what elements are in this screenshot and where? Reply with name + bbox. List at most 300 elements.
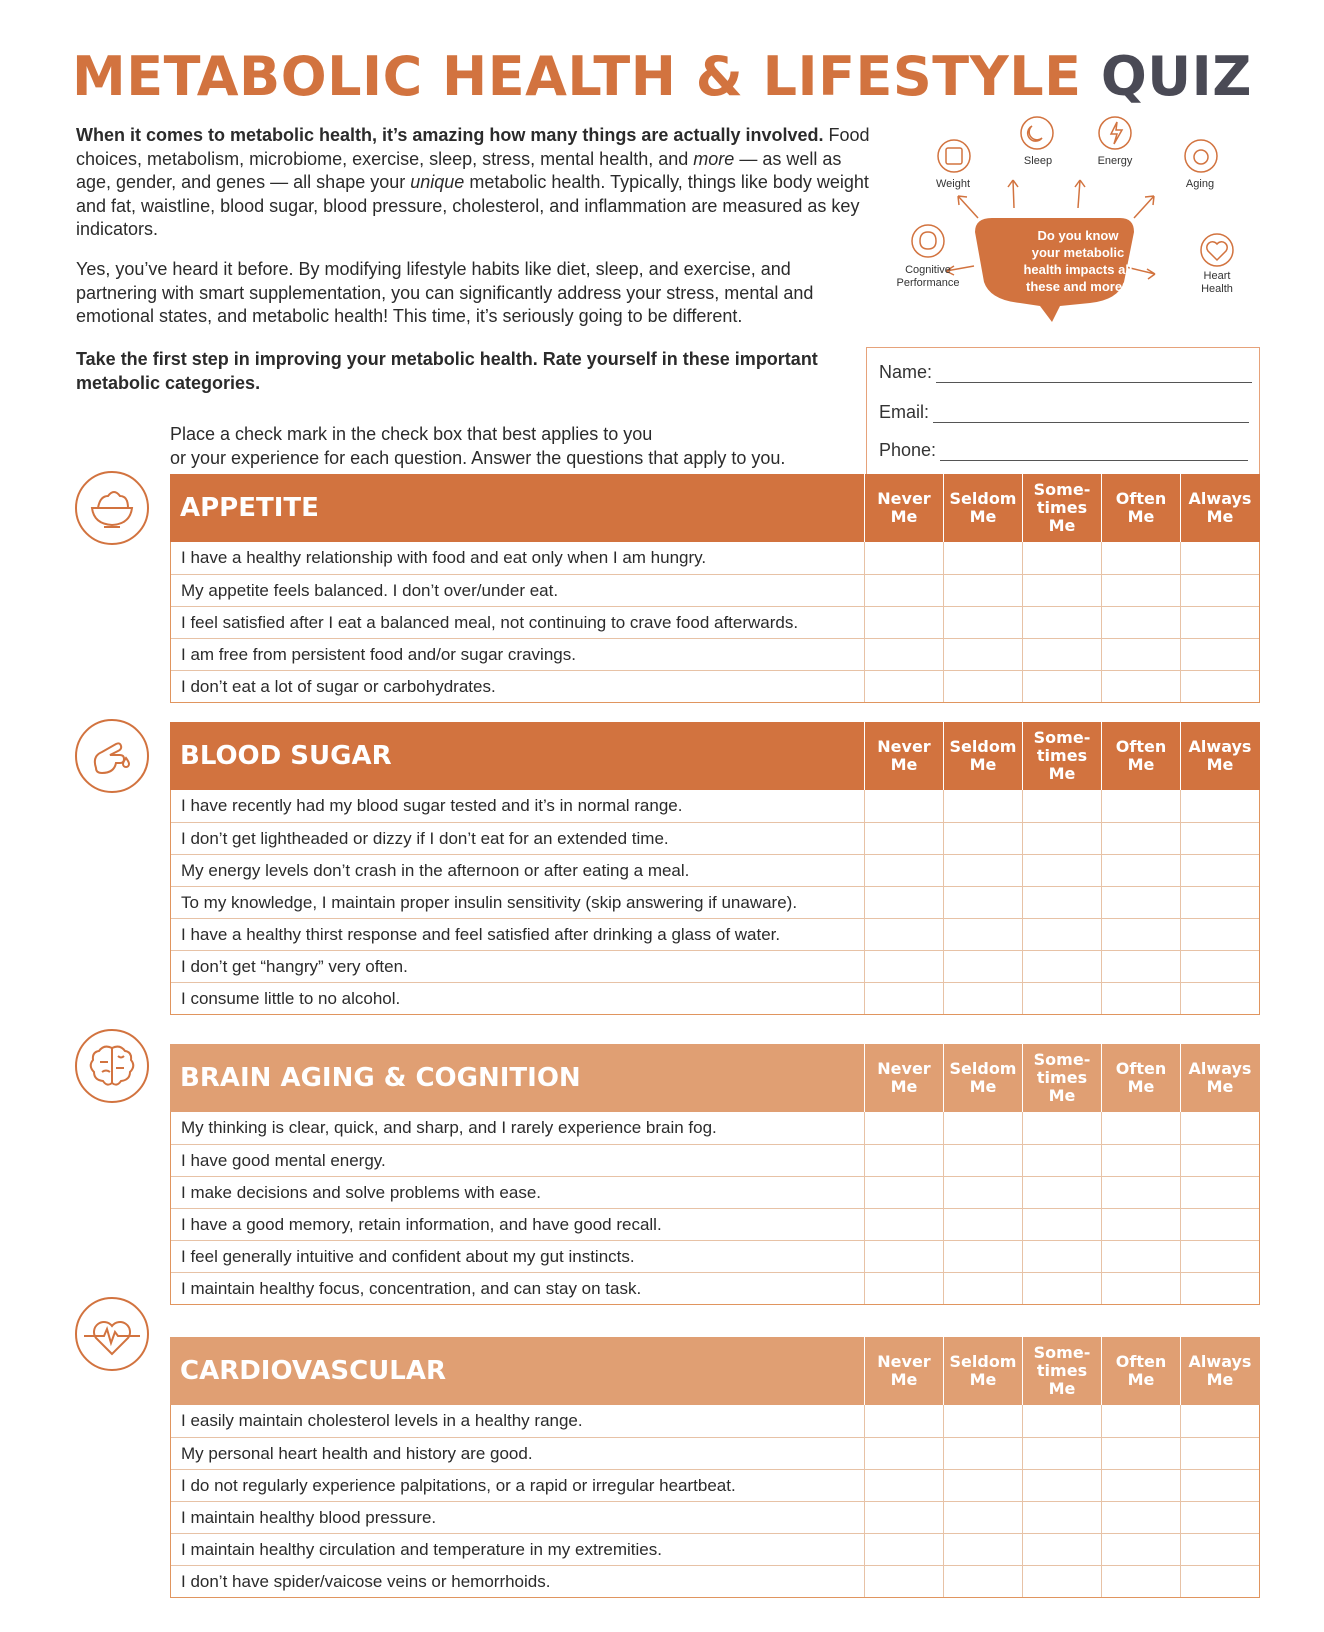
section-header: [170, 722, 1260, 790]
question-row: [171, 886, 1259, 918]
instructions-line-2: or your experience for each question. Answer the questions that apply to you.: [170, 447, 786, 468]
checkbox-never[interactable]: [864, 1566, 943, 1597]
col-often: [1101, 722, 1180, 790]
intro-paragraph-3: Take the first step in improving your metabolic health. Rate yourself in these important metabolic categories.: [76, 349, 818, 393]
question-text: I have a healthy relationship with food and eat only when I am hungry.: [181, 548, 707, 567]
col-often-line-2: Me: [1127, 755, 1155, 774]
checkbox-always[interactable]: [1180, 1470, 1259, 1501]
question-text: I make decisions and solve problems with ease.: [181, 1182, 542, 1202]
question-text: I maintain healthy focus, concentration, and can stay on task.: [181, 1278, 642, 1298]
checkbox-seldom[interactable]: [943, 575, 1022, 606]
col-always-line-2: Me: [1206, 1370, 1234, 1389]
checkbox-often[interactable]: [1101, 855, 1180, 886]
label-cognitive: [880, 264, 976, 290]
question-row: [171, 918, 1259, 950]
name-row: [879, 362, 1252, 383]
col-sometimes-line-1: Some-: [1033, 480, 1091, 499]
checkbox-sometimes[interactable]: [1022, 1241, 1101, 1272]
col-often-line-2: Me: [1127, 507, 1155, 526]
checkbox-seldom[interactable]: [943, 542, 1022, 574]
col-sometimes-line-2: times: [1036, 1361, 1088, 1380]
question-row: [171, 1437, 1259, 1469]
question-row: [171, 1501, 1259, 1533]
phone-row: [879, 440, 1248, 461]
question-row: [171, 606, 1259, 638]
checkbox-always[interactable]: [1180, 575, 1259, 606]
question-row: [171, 670, 1259, 702]
checkbox-often[interactable]: [1101, 983, 1180, 1014]
col-always-line-2: Me: [1206, 1077, 1234, 1096]
col-sometimes: [1022, 1044, 1101, 1112]
salad-bowl-icon: [74, 470, 150, 546]
section-brain-aging: [170, 1044, 1260, 1305]
question-text: I don’t have spider/vaicose veins or hemorrhoids.: [181, 1571, 551, 1591]
checkbox-never[interactable]: [864, 1112, 943, 1144]
checkbox-seldom[interactable]: [943, 855, 1022, 886]
email-label: Email:: [879, 402, 930, 422]
bubble-line-1: Do you know: [1037, 228, 1119, 243]
label-energy: Energy: [1097, 155, 1133, 167]
checkbox-often[interactable]: [1101, 790, 1180, 822]
checkbox-often[interactable]: [1101, 607, 1180, 638]
col-never-line-2: Me: [890, 1077, 918, 1096]
col-always: [1180, 722, 1259, 790]
checkbox-seldom[interactable]: [943, 1405, 1022, 1437]
question-text: My energy levels don’t crash in the afternoon or after eating a meal.: [181, 860, 690, 880]
checkbox-often[interactable]: [1101, 1405, 1180, 1437]
question-text: I easily maintain cholesterol levels in a healthy range.: [181, 1411, 583, 1430]
col-seldom-line-1: Seldom: [949, 1352, 1017, 1371]
col-sometimes-line-2: times: [1036, 1068, 1088, 1087]
section-header: [170, 474, 1260, 542]
name-field[interactable]: [936, 368, 1252, 383]
question-text: My appetite feels balanced. I don’t over/under eat.: [181, 580, 559, 600]
checkbox-often[interactable]: [1101, 1438, 1180, 1469]
checkbox-seldom[interactable]: [943, 919, 1022, 950]
sleep-icon: [1021, 117, 1053, 149]
question-text: I feel generally intuitive and confident about my gut instincts.: [181, 1246, 635, 1266]
checkbox-seldom[interactable]: [943, 1177, 1022, 1208]
checkbox-seldom[interactable]: [943, 1438, 1022, 1469]
col-often-line-2: Me: [1127, 1077, 1155, 1096]
label-cognitive-line-1: Cognitive: [905, 264, 951, 276]
checkbox-often[interactable]: [1101, 1566, 1180, 1597]
checkbox-always[interactable]: [1180, 1534, 1259, 1565]
checkbox-always[interactable]: [1180, 790, 1259, 822]
checkbox-seldom[interactable]: [943, 1534, 1022, 1565]
checkbox-always[interactable]: [1180, 639, 1259, 670]
question-row: [171, 950, 1259, 982]
checkbox-often[interactable]: [1101, 542, 1180, 574]
phone-field[interactable]: [940, 446, 1248, 461]
title-quiz: QUIZ: [1100, 45, 1252, 108]
col-never-line-1: Never: [877, 1059, 931, 1078]
col-often: [1101, 1337, 1180, 1405]
question-text: I do not regularly experience palpitations, or a rapid or irregular heartbeat.: [181, 1475, 736, 1495]
question-text: I don’t get “hangry” very often.: [181, 956, 408, 976]
checkbox-seldom[interactable]: [943, 790, 1022, 822]
instructions: [170, 423, 850, 470]
checkbox-seldom[interactable]: [943, 1112, 1022, 1144]
checkbox-never[interactable]: [864, 1273, 943, 1304]
checkbox-always[interactable]: [1180, 607, 1259, 638]
question-row: [171, 1533, 1259, 1565]
section-header: [170, 1044, 1260, 1112]
checkbox-sometimes[interactable]: [1022, 855, 1101, 886]
intro-text-a: Food choices, metabolism, microbiome, exercise, sleep, stress, mental health, and: [76, 125, 870, 169]
question-text: I maintain healthy blood pressure.: [181, 1507, 437, 1527]
label-weight: Weight: [935, 178, 971, 190]
col-never: [864, 474, 943, 542]
checkbox-always[interactable]: [1180, 983, 1259, 1014]
question-row: [171, 638, 1259, 670]
checkbox-often[interactable]: [1101, 1273, 1180, 1304]
checkbox-seldom[interactable]: [943, 1241, 1022, 1272]
question-text: To my knowledge, I maintain proper insulin sensitivity (skip answering if unaware).: [181, 892, 798, 912]
intro-paragraph-2: Yes, you’ve heard it before. By modifying lifestyle habits like diet, sleep, and exercise, and partnering with smart supplementation, you can significantly address your stress, mental and emotional states, and metabolic health! This time, it’s seriously going to be different.: [76, 259, 814, 326]
checkbox-sometimes[interactable]: [1022, 1112, 1101, 1144]
checkbox-never[interactable]: [864, 575, 943, 606]
question-text: I have good mental energy.: [181, 1150, 386, 1170]
checkbox-seldom[interactable]: [943, 823, 1022, 854]
arrow-weight: [958, 196, 978, 218]
checkbox-never[interactable]: [864, 671, 943, 702]
col-seldom-line-1: Seldom: [949, 737, 1017, 756]
section-title: BRAIN AGING & COGNITION: [180, 1063, 581, 1093]
checkbox-always[interactable]: [1180, 671, 1259, 702]
label-aging: Aging: [1185, 178, 1215, 190]
checkbox-seldom[interactable]: [943, 607, 1022, 638]
checkbox-often[interactable]: [1101, 1241, 1180, 1272]
question-row: [171, 854, 1259, 886]
section-blood-sugar: [170, 722, 1260, 1015]
col-always-line-1: Always: [1188, 1352, 1252, 1371]
arrow-sleep: [1008, 180, 1018, 208]
metabolic-diagram: [880, 110, 1280, 340]
question-text: I maintain healthy circulation and temperature in my extremities.: [181, 1539, 662, 1559]
checkbox-sometimes[interactable]: [1022, 607, 1101, 638]
phone-label: Phone:: [879, 440, 937, 460]
email-row: [879, 402, 1249, 423]
question-row: [171, 1405, 1259, 1437]
checkbox-sometimes[interactable]: [1022, 639, 1101, 670]
checkbox-often[interactable]: [1101, 823, 1180, 854]
checkbox-sometimes[interactable]: [1022, 983, 1101, 1014]
col-sometimes-line-2: times: [1036, 746, 1088, 765]
page-title: [72, 44, 1252, 110]
col-always: [1180, 1337, 1259, 1405]
col-sometimes: [1022, 722, 1101, 790]
checkbox-always[interactable]: [1180, 1177, 1259, 1208]
checkbox-seldom[interactable]: [943, 1566, 1022, 1597]
checkbox-never[interactable]: [864, 1534, 943, 1565]
checkbox-seldom[interactable]: [943, 639, 1022, 670]
aging-icon: [1185, 140, 1217, 172]
intro-text-c: metabolic health. Typically, things like body weight and fat, waistline, blood sugar, blood pressure, cholesterol, and inflammation are measured as key indicators.: [76, 172, 869, 239]
question-list: [170, 790, 1260, 1015]
checkbox-sometimes[interactable]: [1022, 671, 1101, 702]
label-heart-line-2: Health: [1201, 283, 1233, 295]
checkbox-often[interactable]: [1101, 1470, 1180, 1501]
checkbox-always[interactable]: [1180, 1241, 1259, 1272]
weight-icon: [938, 140, 970, 172]
intro-emphasis-more: more: [693, 148, 735, 169]
checkbox-always[interactable]: [1180, 919, 1259, 950]
checkbox-seldom[interactable]: [943, 1470, 1022, 1501]
question-text: I have a healthy thirst response and feel satisfied after drinking a glass of water.: [181, 924, 781, 944]
col-often-line-1: Often: [1115, 737, 1167, 756]
col-never-line-1: Never: [877, 489, 931, 508]
question-row: [171, 1144, 1259, 1176]
checkbox-often[interactable]: [1101, 1177, 1180, 1208]
checkbox-never[interactable]: [864, 1502, 943, 1533]
checkbox-never[interactable]: [864, 639, 943, 670]
checkbox-always[interactable]: [1180, 855, 1259, 886]
checkbox-sometimes[interactable]: [1022, 887, 1101, 918]
bubble-text: [1000, 227, 1156, 295]
col-never-line-2: Me: [890, 1370, 918, 1389]
question-row: [171, 574, 1259, 606]
checkbox-seldom[interactable]: [943, 983, 1022, 1014]
col-often-line-2: Me: [1127, 1370, 1155, 1389]
checkbox-often[interactable]: [1101, 1112, 1180, 1144]
question-text: I am free from persistent food and/or sugar cravings.: [181, 644, 576, 664]
checkbox-sometimes[interactable]: [1022, 542, 1101, 574]
col-sometimes-line-1: Some-: [1033, 728, 1091, 747]
col-sometimes-line-2: times: [1036, 498, 1088, 517]
col-always-line-1: Always: [1188, 1059, 1252, 1078]
question-text: I don’t eat a lot of sugar or carbohydrates.: [181, 676, 496, 696]
checkbox-seldom[interactable]: [943, 1145, 1022, 1176]
checkbox-never[interactable]: [864, 1209, 943, 1240]
checkbox-never[interactable]: [864, 1177, 943, 1208]
intro-emphasis-unique: unique: [410, 172, 465, 192]
question-row: [171, 1208, 1259, 1240]
checkbox-never[interactable]: [864, 1405, 943, 1437]
checkbox-seldom[interactable]: [943, 1502, 1022, 1533]
col-sometimes: [1022, 474, 1101, 542]
col-never: [864, 1044, 943, 1112]
col-seldom-line-2: Me: [969, 1077, 997, 1096]
energy-icon: [1099, 117, 1131, 149]
col-never: [864, 722, 943, 790]
intro-lead: When it comes to metabolic health, it’s amazing how many things are actually involved.: [76, 125, 824, 145]
intro-text-b: — as well as age, gender, and genes — all shape your: [76, 148, 842, 192]
question-row: [171, 1565, 1259, 1597]
question-row: [171, 822, 1259, 854]
col-never-line-2: Me: [890, 507, 918, 526]
checkbox-always[interactable]: [1180, 823, 1259, 854]
section-appetite: [170, 474, 1260, 703]
col-seldom: [943, 474, 1022, 542]
question-text: I have a good memory, retain information, and have good recall.: [181, 1214, 662, 1234]
checkbox-sometimes[interactable]: [1022, 1502, 1101, 1533]
col-seldom: [943, 722, 1022, 790]
col-sometimes-line-1: Some-: [1033, 1343, 1091, 1362]
col-sometimes-line-3: Me: [1048, 1086, 1076, 1105]
question-text: I don’t get lightheaded or dizzy if I don’t eat for an extended time.: [181, 828, 669, 848]
email-field[interactable]: [933, 408, 1249, 423]
col-sometimes-line-3: Me: [1048, 516, 1076, 535]
section-title: APPETITE: [180, 493, 319, 523]
col-sometimes-line-3: Me: [1048, 1379, 1076, 1398]
question-row: [171, 1240, 1259, 1272]
col-always-line-1: Always: [1188, 489, 1252, 508]
checkbox-always[interactable]: [1180, 542, 1259, 574]
checkbox-never[interactable]: [864, 1470, 943, 1501]
label-heart-line-1: Heart: [1203, 270, 1231, 282]
checkbox-never[interactable]: [864, 542, 943, 574]
checkbox-never[interactable]: [864, 790, 943, 822]
question-row: [171, 542, 1259, 574]
checkbox-always[interactable]: [1180, 1405, 1259, 1437]
checkbox-sometimes[interactable]: [1022, 575, 1101, 606]
checkbox-always[interactable]: [1180, 1502, 1259, 1533]
col-seldom-line-2: Me: [969, 507, 997, 526]
col-never-line-1: Never: [877, 737, 931, 756]
section-title: CARDIOVASCULAR: [180, 1356, 446, 1386]
question-text: I have recently had my blood sugar tested and it’s in normal range.: [181, 796, 683, 815]
col-often-line-1: Often: [1115, 1059, 1167, 1078]
col-often: [1101, 1044, 1180, 1112]
checkbox-always[interactable]: [1180, 1566, 1259, 1597]
col-never-line-2: Me: [890, 755, 918, 774]
cognitive-icon: [912, 225, 944, 257]
checkbox-sometimes[interactable]: [1022, 1470, 1101, 1501]
checkbox-sometimes[interactable]: [1022, 823, 1101, 854]
question-row: [171, 1272, 1259, 1304]
checkbox-often[interactable]: [1101, 671, 1180, 702]
question-text: My personal heart health and history are good.: [181, 1443, 533, 1463]
checkbox-seldom[interactable]: [943, 887, 1022, 918]
section-cardiovascular: [170, 1337, 1260, 1598]
checkbox-never[interactable]: [864, 887, 943, 918]
col-always-line-2: Me: [1206, 755, 1234, 774]
checkbox-always[interactable]: [1180, 1145, 1259, 1176]
checkbox-sometimes[interactable]: [1022, 1566, 1101, 1597]
arrow-aging: [1134, 196, 1154, 218]
question-list: [170, 1112, 1260, 1305]
bubble-line-3: health impacts all: [1023, 262, 1133, 277]
title-main: METABOLIC HEALTH & LIFESTYLE: [72, 45, 1082, 108]
col-often: [1101, 474, 1180, 542]
col-often-line-1: Often: [1115, 1352, 1167, 1371]
checkbox-often[interactable]: [1101, 639, 1180, 670]
checkbox-sometimes[interactable]: [1022, 1145, 1101, 1176]
section-title: BLOOD SUGAR: [180, 741, 392, 771]
col-seldom-line-1: Seldom: [949, 489, 1017, 508]
checkbox-never[interactable]: [864, 1241, 943, 1272]
col-always: [1180, 1044, 1259, 1112]
checkbox-seldom[interactable]: [943, 951, 1022, 982]
contact-box: [866, 347, 1260, 474]
checkbox-sometimes[interactable]: [1022, 1438, 1101, 1469]
question-list: [170, 542, 1260, 703]
checkbox-sometimes[interactable]: [1022, 1273, 1101, 1304]
checkbox-often[interactable]: [1101, 887, 1180, 918]
checkbox-always[interactable]: [1180, 887, 1259, 918]
arrow-energy: [1075, 180, 1085, 208]
checkbox-always[interactable]: [1180, 951, 1259, 982]
question-row: [171, 1469, 1259, 1501]
checkbox-sometimes[interactable]: [1022, 951, 1101, 982]
instructions-line-1: Place a check mark in the check box that best applies to you: [170, 424, 653, 444]
col-sometimes-line-1: Some-: [1033, 1050, 1091, 1069]
label-sleep: Sleep: [1023, 155, 1053, 167]
checkbox-seldom[interactable]: [943, 671, 1022, 702]
question-row: [171, 790, 1259, 822]
label-cognitive-line-2: Performance: [896, 277, 960, 289]
section-header: [170, 1337, 1260, 1405]
question-row: [171, 1176, 1259, 1208]
checkbox-often[interactable]: [1101, 575, 1180, 606]
col-always: [1180, 474, 1259, 542]
col-never: [864, 1337, 943, 1405]
col-seldom-line-1: Seldom: [949, 1059, 1017, 1078]
checkbox-always[interactable]: [1180, 1438, 1259, 1469]
bubble-line-4: these and more?: [1025, 279, 1131, 294]
question-list: [170, 1405, 1260, 1598]
col-always-line-2: Me: [1206, 507, 1234, 526]
checkbox-sometimes[interactable]: [1022, 1405, 1101, 1437]
col-sometimes-line-3: Me: [1048, 764, 1076, 783]
checkbox-never[interactable]: [864, 823, 943, 854]
checkbox-seldom[interactable]: [943, 1209, 1022, 1240]
col-always-line-1: Always: [1188, 737, 1252, 756]
col-never-line-1: Never: [877, 1352, 931, 1371]
heart-health-icon: [1201, 234, 1233, 266]
checkbox-often[interactable]: [1101, 1145, 1180, 1176]
checkbox-always[interactable]: [1180, 1273, 1259, 1304]
name-label: Name:: [879, 362, 933, 382]
checkbox-never[interactable]: [864, 1145, 943, 1176]
checkbox-always[interactable]: [1180, 1112, 1259, 1144]
checkbox-never[interactable]: [864, 951, 943, 982]
checkbox-never[interactable]: [864, 983, 943, 1014]
question-text: My thinking is clear, quick, and sharp, and I rarely experience brain fog.: [181, 1118, 717, 1137]
col-seldom: [943, 1337, 1022, 1405]
checkbox-often[interactable]: [1101, 1502, 1180, 1533]
checkbox-sometimes[interactable]: [1022, 1177, 1101, 1208]
checkbox-sometimes[interactable]: [1022, 790, 1101, 822]
question-text: I consume little to no alcohol.: [181, 988, 401, 1008]
checkbox-often[interactable]: [1101, 951, 1180, 982]
checkbox-sometimes[interactable]: [1022, 1534, 1101, 1565]
checkbox-sometimes[interactable]: [1022, 1209, 1101, 1240]
question-row: [171, 982, 1259, 1014]
checkbox-never[interactable]: [864, 607, 943, 638]
checkbox-often[interactable]: [1101, 1209, 1180, 1240]
checkbox-always[interactable]: [1180, 1209, 1259, 1240]
brain-icon: [74, 1028, 150, 1104]
col-seldom-line-2: Me: [969, 755, 997, 774]
checkbox-sometimes[interactable]: [1022, 919, 1101, 950]
checkbox-often[interactable]: [1101, 919, 1180, 950]
finger-prick-icon: [74, 718, 150, 794]
bubble-line-2: your metabolic: [1031, 245, 1125, 260]
checkbox-never[interactable]: [864, 1438, 943, 1469]
col-seldom: [943, 1044, 1022, 1112]
checkbox-never[interactable]: [864, 919, 943, 950]
col-seldom-line-2: Me: [969, 1370, 997, 1389]
question-row: [171, 1112, 1259, 1144]
checkbox-never[interactable]: [864, 855, 943, 886]
heart-pulse-icon: [74, 1296, 150, 1372]
checkbox-seldom[interactable]: [943, 1273, 1022, 1304]
label-heart: [1189, 270, 1245, 296]
intro-paragraph-1: [76, 124, 876, 242]
checkbox-often[interactable]: [1101, 1534, 1180, 1565]
